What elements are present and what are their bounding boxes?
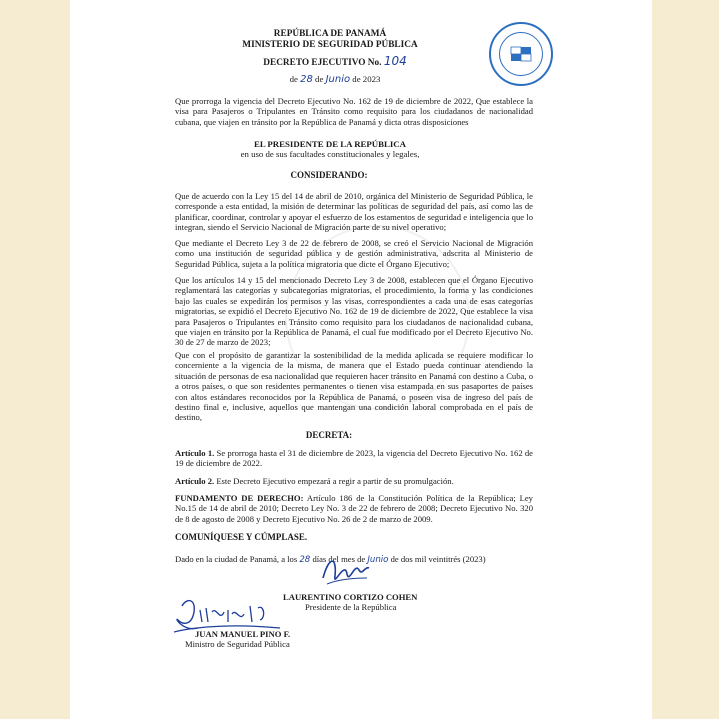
ministry-title: MINISTERIO DE SEGURIDAD PÚBLICA	[242, 40, 418, 50]
date-month: Junio	[325, 74, 351, 85]
comuniquese: COMUNÍQUESE Y CÚMPLASE.	[175, 532, 308, 542]
president-name: LAURENTINO CORTIZO COHEN	[283, 592, 418, 602]
date-de-1: de	[289, 74, 298, 84]
article-1: Artículo 1. Se prorroga hasta el 31 de diciembre de 2023, la vigencia del Decreto Ejecutivo No. 162 de 19 de diciembre de 2022.	[175, 448, 533, 469]
seal-stamp-icon	[489, 22, 553, 86]
president-block	[283, 592, 417, 613]
president-signature-icon	[315, 548, 375, 598]
minister-title: Ministro de Seguridad Pública	[185, 639, 290, 650]
dado-line: Dado en la ciudad de Panamá, a los 28 días del mes de Junio de dos mil veintitrés (2023)	[175, 554, 486, 565]
article-2: Artículo 2. Este Decreto Ejecutivo empezará a regir a partir de su promulgación.	[175, 476, 454, 486]
decree-label: DECRETO EJECUTIVO No.	[263, 58, 382, 68]
republic-title: REPÚBLICA DE PANAMÁ	[273, 29, 387, 39]
president-heading: EL PRESIDENTE DE LA REPÚBLICA	[253, 139, 407, 149]
date-de-2: de	[315, 74, 324, 84]
minister-name: JUAN MANUEL PINO F.	[195, 629, 291, 639]
decree-number: 104	[383, 54, 407, 68]
president-powers: en uso de sus facultades constitucionales y legales,	[240, 149, 420, 160]
considerando-paragraph-2: Que mediante el Decreto Ley 3 de 22 de febrero de 2008, se creó el Servicio Nacional de Migración como una institución de seguridad pública y de gestión administrativa, adscrita al Ministerio de Seguridad Pública, sujeta a la política migratoria que dicte el Órgano Ejecutivo;	[175, 238, 533, 269]
decree-subject: Que prorroga la vigencia del Decreto Ejecutivo No. 162 de 19 de diciembre de 2022, Que establece la visa para Pasajeros o Tripulantes en Tránsito como requisito para los ciudadanos de nacionalidad cubana, que viajen en tránsito por la República de Panamá y dicta otras disposiciones	[175, 96, 533, 127]
date-day: 28	[300, 74, 313, 85]
date-year: de 2023	[352, 74, 381, 84]
decreta-heading: DECRETA:	[305, 430, 353, 440]
considerando-paragraph-3: Que los artículos 14 y 15 del mencionado Decreto Ley 3 de 2008, establecen que el Órgano Ejecutivo reglamentará las categorías y subcategorías migratorias, el procedimiento, la forma y las condiciones bajo las cuales se expedirán los permisos y las visas, correspondientes a cada una de esas categorías migratorias, se expidió el Decreto Ejecutivo No. 162 de 19 de diciembre de 2022, Que establece la visa para Pasajeros o Tripulantes en Tránsito como requisito para los ciudadanos de nacionalidad cubana, que viajen en tránsito por la República de Panamá, el cual fue modificado por el Decreto Ejecutivo No. 30 de 27 de marzo de 2023;	[175, 275, 533, 348]
considerando-paragraph-4: Que con el propósito de garantizar la sostenibilidad de la medida aplicada se requiere modificar lo concerniente a la vigencia de la misma, de manera que el Estado pueda continuar atendiendo la situación de personas de esa nacionalidad que requieren hacer tránsito en Panamá con destino a Cuba, o a otros países, o que son residentes permanentes o tienen visa estampada en sus pasaportes de países con altos estándares reconocidos por la República de Panamá, o poseen visa de ingreso del país de destino final e, inclusive, aquellos que mantengan una condición laboral comprobada en el país de destino,	[175, 350, 533, 423]
minister-block	[185, 629, 290, 650]
considerando-paragraph-1: Que de acuerdo con la Ley 15 del 14 de abril de 2010, orgánica del Ministerio de Seguridad Pública, le corresponde a esta entidad, la misión de determinar las políticas de seguridad del país, así como las de planificar, coordinar, controlar y apoyar el esfuerzo de los estamentos de seguridad e inteligencia que lo integran, siendo el Servicio Nacional de Migración parte de su nivel operativo;	[175, 191, 533, 233]
considerando-heading: CONSIDERANDO:	[290, 170, 368, 180]
fundamento-de-derecho: FUNDAMENTO DE DERECHO: Artículo 186 de la Constitución Política de la República; Ley No.15 de 14 de abril de 2010; Decreto Ley No. 3 de 22 de febrero de 2008; Decreto Ejecutivo No. 320 de 8 de agosto de 2008 y Decreto Ejecutivo No. 26 de 2 de marzo de 2009.	[175, 493, 533, 524]
president-title: Presidente de la República	[305, 602, 397, 613]
